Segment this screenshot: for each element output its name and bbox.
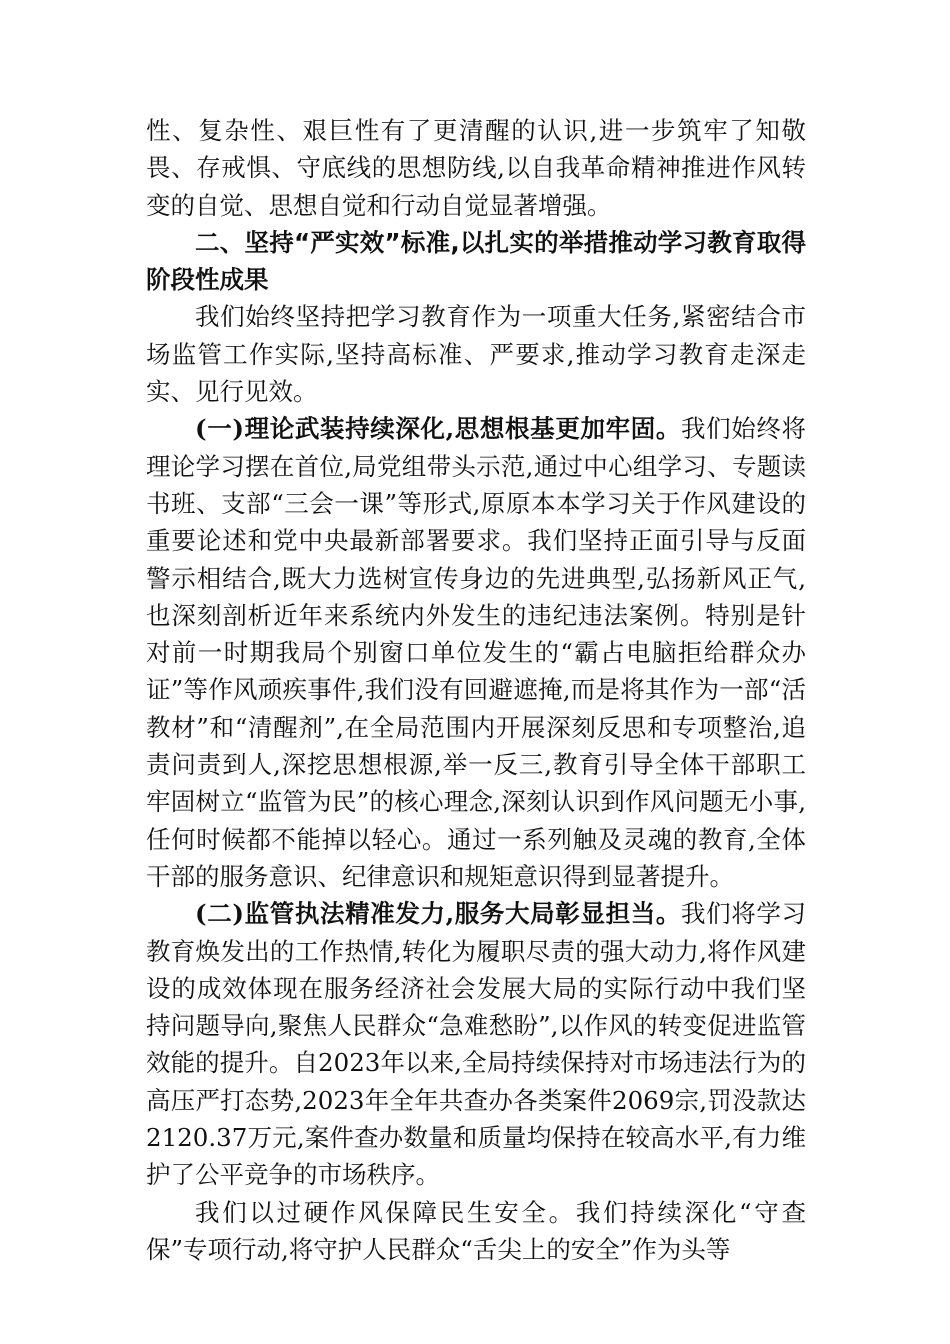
paragraph-safety: 我们以过硬作风保障民生安全。我们持续深化“守查保”专项行动,将守护人民群众“舌尖上的安全”作为头等 bbox=[146, 1197, 806, 1264]
section-heading-2: 二、坚持“严实效”标准,以扎实的举措推动学习教育取得阶段性成果 bbox=[146, 227, 806, 295]
paragraph-enforcement bbox=[146, 895, 806, 1193]
paragraph-continuation: 性、复杂性、艰巨性有了更清醒的认识,进一步筑牢了知敬畏、存戒惧、守底线的思想防线,以自我革命精神推进作风转变的自觉、思想自觉和行动自觉显著增强。 bbox=[146, 116, 806, 220]
paragraph-theory bbox=[146, 410, 806, 895]
document-page bbox=[146, 112, 806, 1268]
paragraph-enforcement-body: 我们将学习教育焕发出的工作热情,转化为履职尽责的强大动力,将作风建设的成效体现在服务经济社会发展大局的实际行动中我们坚持问题导向,聚焦人民群众“急难愁盼”,以作风的转变促进监管效能的提升。自2023年以来,全局持续保持对市场违法行为的高压严打态势,2023年全年共查办各类案件2069宗,罚没款达2120.37万元,案件查办数量和质量均保持在较高水平,有力维护了公平竞争的市场秩序。 bbox=[146, 899, 806, 1190]
paragraph-theory-body: 我们始终将理论学习摆在首位,局党组带头示范,通过中心组学习、专题读书班、支部“三会一课”等形式,原原本本学习关于作风建设的重要论述和党中央最新部署要求。我们坚持正面引导与反面警示相结合,既大力选树宣传身边的先进典型,弘扬新风正气,也深刻剖析近年来系统内外发生的违纪违法案例。特别是针对前一时期我局个别窗口单位发生的“霸占电脑拒给群众办证”等作风顽疾事件,我们没有回避遮掩,而是将其作为一部“活教材”和“清醒剂”,在全局范围内开展深刻反思和专项整治,追责问责到人,深挖思想根源,举一反三,教育引导全体干部职工牢固树立“监管为民”的核心理念,深刻认识到作风问题无小事,任何时候都不能掉以轻心。通过一系列触及灵魂的教育,全体干部的服务意识、纪律意识和规矩意识得到显著提升。 bbox=[146, 414, 806, 891]
paragraph-theory-lead: (一)理论武装持续深化,思想根基更加牢固。 bbox=[195, 414, 681, 444]
paragraph-intro: 我们始终坚持把学习教育作为一项重大任务,紧密结合市场监管工作实际,坚持高标准、严要求,推动学习教育走深走实、见行见效。 bbox=[146, 302, 806, 407]
paragraph-enforcement-lead: (二)监管执法精准发力,服务大局彰显担当。 bbox=[195, 899, 681, 929]
